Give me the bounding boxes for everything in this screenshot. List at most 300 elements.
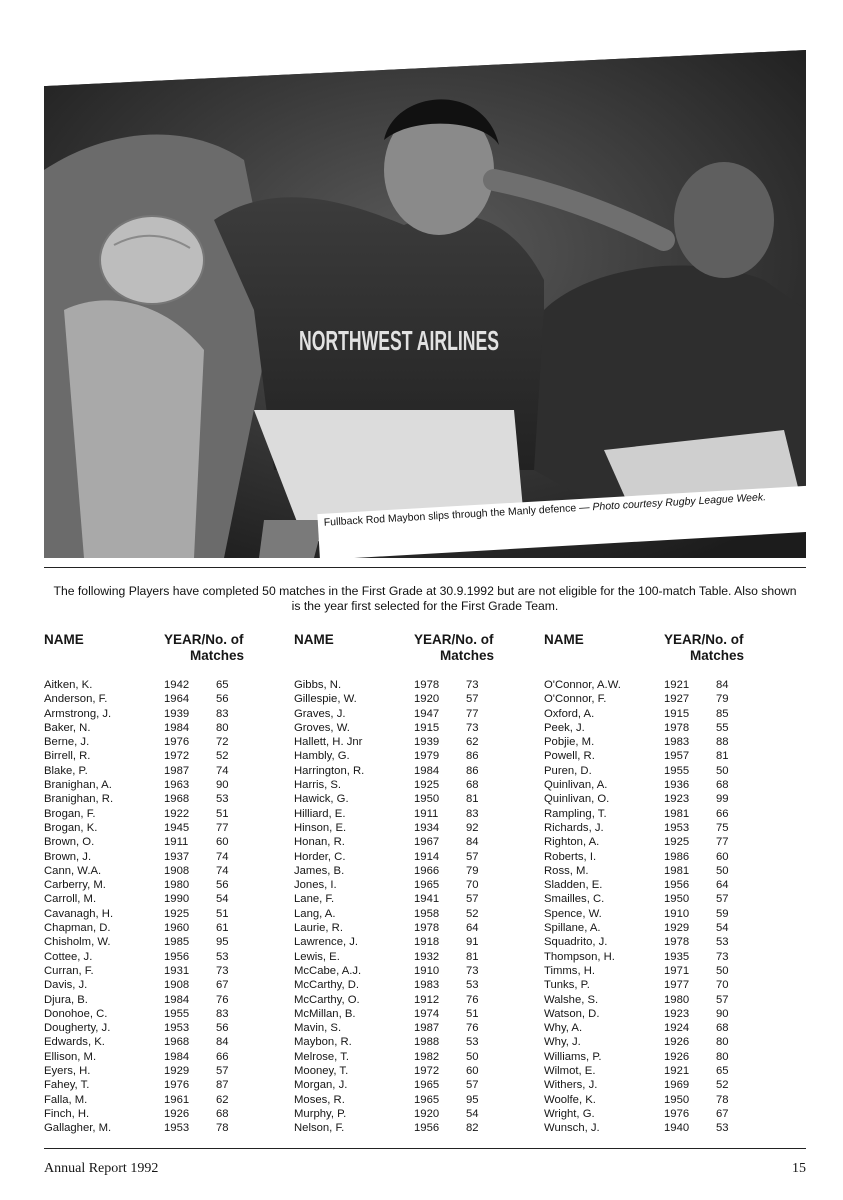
match-count: 51 (466, 1007, 479, 1020)
first-year: 1908 (164, 979, 190, 992)
player-row (44, 835, 284, 849)
player-row (294, 821, 534, 835)
player-name: Hawick, G. (294, 793, 349, 806)
player-row (44, 692, 284, 706)
match-count: 64 (466, 922, 479, 935)
header-name: NAME (44, 632, 84, 647)
player-row (44, 764, 284, 778)
first-year: 1950 (414, 793, 440, 806)
player-row (544, 1121, 784, 1135)
first-year: 1945 (164, 821, 190, 834)
match-count: 66 (216, 1050, 229, 1063)
player-name: Cann, W.A. (44, 864, 102, 877)
match-count: 66 (716, 807, 729, 820)
player-row (294, 764, 534, 778)
player-row (294, 1078, 534, 1092)
first-year: 1953 (664, 821, 690, 834)
player-row (294, 1064, 534, 1078)
first-year: 1958 (414, 907, 440, 920)
player-row (544, 864, 784, 878)
footer-publication: Annual Report 1992 (44, 1161, 159, 1176)
player-name: Lewis, E. (294, 950, 340, 963)
match-count: 60 (466, 1065, 479, 1078)
player-name: Berne, J. (44, 736, 90, 749)
photo-illustration (44, 50, 806, 558)
first-year: 1922 (164, 807, 190, 820)
player-row (544, 907, 784, 921)
player-row (544, 1107, 784, 1121)
match-count: 53 (216, 793, 229, 806)
column-header (44, 632, 284, 678)
player-name: Peek, J. (544, 721, 585, 734)
player-name: Jones, I. (294, 879, 337, 892)
player-name: Timms, H. (544, 964, 596, 977)
first-year: 1920 (414, 693, 440, 706)
player-row (294, 735, 534, 749)
first-year: 1983 (414, 979, 440, 992)
player-row (544, 692, 784, 706)
player-name: Hambly, G. (294, 750, 350, 763)
first-year: 1929 (164, 1065, 190, 1078)
first-year: 1978 (664, 721, 690, 734)
player-row (544, 892, 784, 906)
player-name: Quinlivan, A. (544, 779, 608, 792)
match-count: 78 (216, 1122, 229, 1135)
player-name: Branighan, R. (44, 793, 114, 806)
match-count: 53 (716, 1122, 729, 1135)
header-year: YEAR/No. of (414, 632, 494, 647)
player-row (44, 978, 284, 992)
first-year: 1953 (164, 1122, 190, 1135)
players-column-1 (44, 632, 284, 1136)
match-count: 74 (216, 764, 229, 777)
player-name: Chisholm, W. (44, 936, 111, 949)
player-name: Why, J. (544, 1036, 581, 1049)
match-count: 57 (466, 893, 479, 906)
match-count: 59 (716, 907, 729, 920)
player-name: Sladden, E. (544, 879, 603, 892)
player-name: Horder, C. (294, 850, 346, 863)
player-name: Cavanagh, H. (44, 907, 114, 920)
first-year: 1942 (164, 679, 190, 691)
first-year: 1966 (414, 864, 440, 877)
first-year: 1976 (164, 1079, 190, 1092)
header-year: YEAR/No. of (164, 632, 244, 647)
match-count: 67 (716, 1107, 729, 1120)
match-count: 54 (216, 893, 229, 906)
player-row (44, 792, 284, 806)
match-count: 83 (216, 1007, 229, 1020)
first-year: 1918 (414, 936, 440, 949)
match-count: 57 (716, 993, 729, 1006)
player-name: Gibbs, N. (294, 679, 342, 691)
match-count: 50 (716, 864, 729, 877)
first-year: 1953 (164, 1022, 190, 1035)
first-year: 1915 (664, 707, 690, 720)
header-name: NAME (544, 632, 584, 647)
match-count: 83 (216, 707, 229, 720)
first-year: 1936 (664, 779, 690, 792)
player-row (44, 821, 284, 835)
player-name: Quinlivan, O. (544, 793, 610, 806)
player-row (294, 978, 534, 992)
column-header (294, 632, 534, 678)
player-name: Brown, J. (44, 850, 92, 863)
match-count: 84 (216, 1036, 229, 1049)
players-column-2 (294, 632, 534, 1136)
match-count: 81 (466, 793, 479, 806)
first-year: 1935 (664, 950, 690, 963)
first-year: 1925 (164, 907, 190, 920)
first-year: 1927 (664, 693, 690, 706)
player-row (294, 1021, 534, 1035)
player-row (544, 792, 784, 806)
player-name: Wright, G. (544, 1107, 595, 1120)
player-name: Fahey, T. (44, 1079, 90, 1092)
player-row (544, 835, 784, 849)
match-count: 62 (466, 736, 479, 749)
player-name: Hallett, H. Jnr (294, 736, 363, 749)
player-name: Graves, J. (294, 707, 346, 720)
player-name: Laurie, R. (294, 922, 343, 935)
player-name: Moses, R. (294, 1093, 345, 1106)
player-row (544, 821, 784, 835)
match-count: 77 (716, 836, 729, 849)
player-row (44, 1107, 284, 1121)
match-count: 68 (466, 779, 479, 792)
first-year: 1921 (664, 1065, 690, 1078)
match-count: 95 (216, 936, 229, 949)
caption-main: Fullback Rod Maybon slips through the Manly defence — (323, 501, 590, 529)
player-name: Finch, H. (44, 1107, 90, 1120)
player-row (44, 807, 284, 821)
player-row (544, 735, 784, 749)
player-name: Ellison, M. (44, 1050, 97, 1063)
first-year: 1972 (414, 1065, 440, 1078)
player-name: Harris, S. (294, 779, 342, 792)
player-row (294, 792, 534, 806)
first-year: 1971 (664, 964, 690, 977)
first-year: 1940 (664, 1122, 690, 1135)
player-row (294, 921, 534, 935)
match-count: 53 (216, 950, 229, 963)
match-count: 60 (716, 850, 729, 863)
match-count: 52 (216, 750, 229, 763)
player-row (544, 921, 784, 935)
first-year: 1921 (664, 679, 690, 691)
player-row (294, 964, 534, 978)
player-name: Hinson, E. (294, 821, 347, 834)
first-year: 1978 (664, 936, 690, 949)
player-name: Brogan, F. (44, 807, 96, 820)
player-row (294, 807, 534, 821)
first-year: 1981 (664, 807, 690, 820)
match-count: 53 (466, 1036, 479, 1049)
rugby-ball (100, 216, 204, 304)
match-count: 57 (216, 1065, 229, 1078)
player-row (294, 864, 534, 878)
first-year: 1941 (414, 893, 440, 906)
player-name: Spence, W. (544, 907, 602, 920)
match-count: 53 (716, 936, 729, 949)
first-year: 1956 (164, 950, 190, 963)
player-row (44, 707, 284, 721)
player-row (44, 864, 284, 878)
first-year: 1968 (164, 793, 190, 806)
player-name: Roberts, I. (544, 850, 597, 863)
player-row (44, 1064, 284, 1078)
first-year: 1967 (414, 836, 440, 849)
first-year: 1978 (414, 922, 440, 935)
player-row (544, 1050, 784, 1064)
match-count: 76 (216, 993, 229, 1006)
match-count: 76 (466, 1022, 479, 1035)
player-name: Davis, J. (44, 979, 88, 992)
player-rows (544, 678, 784, 1136)
first-year: 1984 (164, 721, 190, 734)
first-year: 1963 (164, 779, 190, 792)
player-name: Richards, J. (544, 821, 604, 834)
first-year: 1981 (664, 864, 690, 877)
player-row (294, 1035, 534, 1049)
first-year: 1923 (664, 793, 690, 806)
player-name: Djura, B. (44, 993, 88, 1006)
first-year: 1987 (164, 764, 190, 777)
player-row (294, 721, 534, 735)
player-name: Smailles, C. (544, 893, 605, 906)
player-row (44, 1007, 284, 1021)
player-row (544, 1078, 784, 1092)
match-count: 54 (716, 922, 729, 935)
action-photo (44, 50, 806, 558)
player-row (294, 892, 534, 906)
player-name: Righton, A. (544, 836, 600, 849)
player-row (544, 1007, 784, 1021)
player-name: Melrose, T. (294, 1050, 350, 1063)
match-count: 86 (466, 750, 479, 763)
first-year: 1984 (164, 993, 190, 1006)
player-row (544, 850, 784, 864)
first-year: 1977 (664, 979, 690, 992)
first-year: 1950 (664, 1093, 690, 1106)
first-year: 1925 (414, 779, 440, 792)
match-count: 57 (466, 693, 479, 706)
match-count: 67 (216, 979, 229, 992)
header-matches: Matches (690, 648, 745, 663)
first-year: 1978 (414, 679, 440, 691)
player-name: Aitken, K. (44, 679, 93, 691)
first-year: 1955 (664, 764, 690, 777)
player-name: Edwards, K. (44, 1036, 105, 1049)
match-count: 92 (466, 821, 479, 834)
player-name: Lawrence, J. (294, 936, 359, 949)
first-year: 1983 (664, 736, 690, 749)
match-count: 62 (216, 1093, 229, 1106)
player-name: Cottee, J. (44, 950, 93, 963)
first-year: 1961 (164, 1093, 190, 1106)
first-year: 1926 (664, 1036, 690, 1049)
match-count: 73 (466, 721, 479, 734)
player-name: Tunks, P. (544, 979, 590, 992)
first-year: 1910 (664, 907, 690, 920)
player-row (44, 964, 284, 978)
match-count: 83 (466, 807, 479, 820)
match-count: 56 (216, 879, 229, 892)
match-count: 70 (716, 979, 729, 992)
match-count: 57 (466, 850, 479, 863)
player-name: Williams, P. (544, 1050, 602, 1063)
player-name: Woolfe, K. (544, 1093, 596, 1106)
player-row (294, 907, 534, 921)
match-count: 79 (466, 864, 479, 877)
match-count: 52 (716, 1079, 729, 1092)
player-name: Powell, R. (544, 750, 595, 763)
player-row (544, 807, 784, 821)
match-count: 73 (216, 964, 229, 977)
first-year: 1925 (664, 836, 690, 849)
player-name: Harrington, R. (294, 764, 365, 777)
match-count: 88 (716, 736, 729, 749)
player-row (44, 892, 284, 906)
player-row (44, 907, 284, 921)
player-row (544, 1064, 784, 1078)
player-name: Morgan, J. (294, 1079, 348, 1092)
first-year: 1929 (664, 922, 690, 935)
player-name: Maybon, R. (294, 1036, 352, 1049)
first-year: 1939 (164, 707, 190, 720)
match-count: 77 (466, 707, 479, 720)
player-name: Birrell, R. (44, 750, 91, 763)
player-row (544, 1035, 784, 1049)
first-year: 1982 (414, 1050, 440, 1063)
first-year: 1979 (414, 750, 440, 763)
player-row (44, 921, 284, 935)
match-count: 65 (216, 679, 229, 691)
player-row (544, 707, 784, 721)
match-count: 95 (466, 1093, 479, 1106)
first-year: 1911 (164, 836, 189, 849)
match-count: 56 (216, 693, 229, 706)
match-count: 74 (216, 864, 229, 877)
first-year: 1980 (164, 879, 190, 892)
match-count: 82 (466, 1122, 479, 1135)
first-year: 1956 (664, 879, 690, 892)
match-count: 55 (716, 721, 729, 734)
top-divider (44, 567, 806, 568)
player-row (44, 850, 284, 864)
player-row (44, 1093, 284, 1107)
first-year: 1931 (164, 964, 190, 977)
player-name: Mooney, T. (294, 1065, 349, 1078)
player-name: Gillespie, W. (294, 693, 357, 706)
first-year: 1974 (414, 1007, 440, 1020)
player-row (294, 935, 534, 949)
player-name: Ross, M. (544, 864, 589, 877)
match-count: 61 (216, 922, 229, 935)
player-name: Thompson, H. (544, 950, 615, 963)
match-count: 73 (716, 950, 729, 963)
match-count: 90 (716, 1007, 729, 1020)
player-name: Armstrong, J. (44, 707, 112, 720)
match-count: 51 (216, 807, 229, 820)
match-count: 60 (216, 836, 229, 849)
first-year: 1965 (414, 1079, 440, 1092)
player-row (544, 950, 784, 964)
player-name: McMillan, B. (294, 1007, 356, 1020)
caption-credit: Photo courtesy Rugby League Week. (592, 491, 767, 514)
header-year: YEAR/No. of (664, 632, 744, 647)
first-year: 1932 (414, 950, 440, 963)
header-name: NAME (294, 632, 334, 647)
bottom-divider (44, 1148, 806, 1149)
player-row (294, 1093, 534, 1107)
match-count: 73 (466, 679, 479, 691)
match-count: 73 (466, 964, 479, 977)
first-year: 1914 (414, 850, 440, 863)
player-name: Pobjie, M. (544, 736, 595, 749)
match-count: 77 (216, 821, 229, 834)
player-name: Lane, F. (294, 893, 335, 906)
player-name: Puren, D. (544, 764, 592, 777)
player-name: Baker, N. (44, 721, 91, 734)
player-name: Spillane, A. (544, 922, 601, 935)
player-name: Branighan, A. (44, 779, 112, 792)
first-year: 1987 (414, 1022, 440, 1035)
player-row (294, 950, 534, 964)
match-count: 80 (216, 721, 229, 734)
match-count: 86 (466, 764, 479, 777)
match-count: 85 (716, 707, 729, 720)
background-player-shorts (64, 300, 204, 558)
match-count: 84 (716, 679, 729, 691)
first-year: 1912 (414, 993, 440, 1006)
first-year: 1985 (164, 936, 190, 949)
player-row (44, 1021, 284, 1035)
player-rows (294, 678, 534, 1136)
match-count: 57 (716, 893, 729, 906)
first-year: 1990 (164, 893, 190, 906)
player-name: Eyers, H. (44, 1065, 91, 1078)
player-rows (44, 678, 284, 1136)
first-year: 1908 (164, 864, 190, 877)
match-count: 75 (716, 821, 729, 834)
player-row (544, 1093, 784, 1107)
player-name: McCabe, A.J. (294, 964, 362, 977)
header-matches: Matches (440, 648, 495, 663)
match-count: 53 (466, 979, 479, 992)
player-row (44, 749, 284, 763)
match-count: 50 (716, 764, 729, 777)
match-count: 51 (216, 907, 229, 920)
player-name: O'Connor, A.W. (544, 679, 621, 691)
match-count: 68 (216, 1107, 229, 1120)
first-year: 1915 (414, 721, 440, 734)
match-count: 52 (466, 907, 479, 920)
first-year: 1960 (164, 922, 190, 935)
player-name: Why, A. (544, 1022, 583, 1035)
player-name: Carroll, M. (44, 893, 97, 906)
player-row (544, 721, 784, 735)
player-name: Groves, W. (294, 721, 350, 734)
match-count: 84 (466, 836, 479, 849)
match-count: 65 (716, 1065, 729, 1078)
player-row (44, 735, 284, 749)
match-count: 80 (716, 1036, 729, 1049)
match-count: 81 (466, 950, 479, 963)
first-year: 1964 (164, 693, 190, 706)
first-year: 1969 (664, 1079, 690, 1092)
first-year: 1957 (664, 750, 690, 763)
